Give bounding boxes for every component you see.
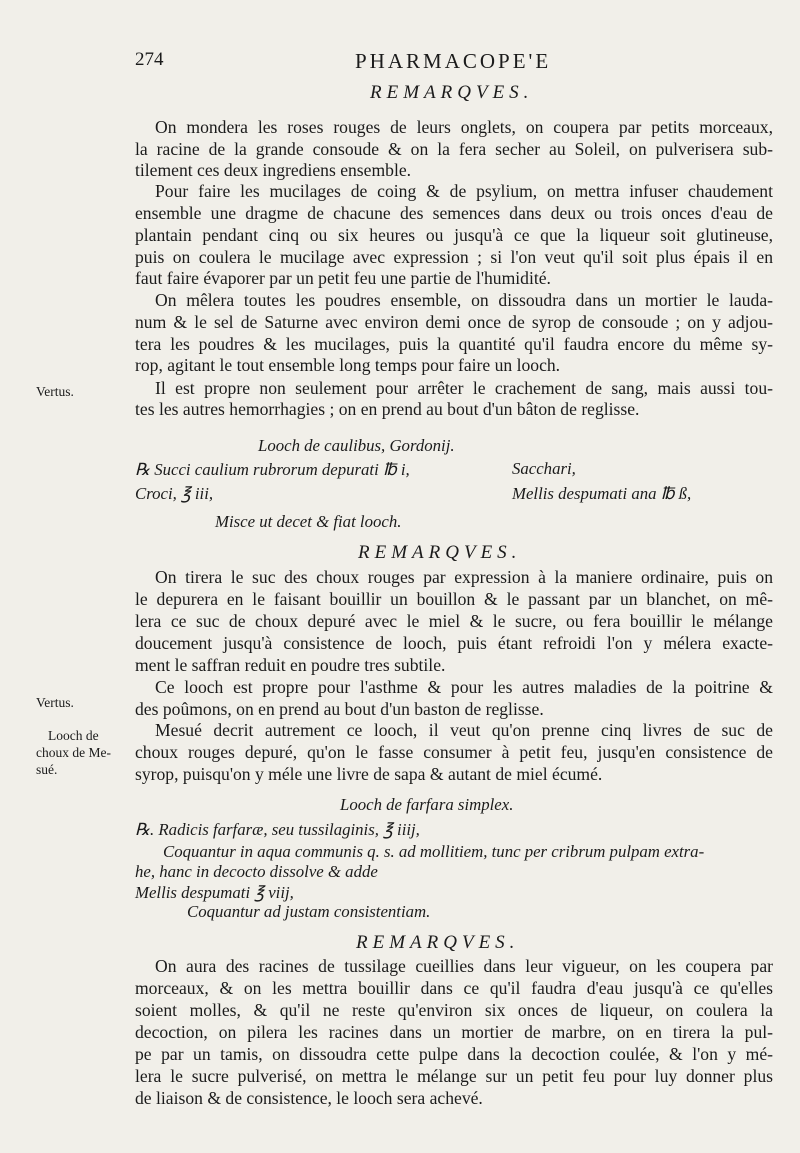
paragraph-line: des poûmons, on en prend au bout d'un baston de reglisse. [135,699,544,719]
recipe-ingredient: Sacchari, [512,459,576,478]
recipe-instruction: Coquantur ad justam consistentiam. [187,902,431,921]
recipe-ingredient: Mellis despumati ℥ viij, [135,883,294,902]
paragraph-line: On mondera les roses rouges de leurs onglets, on coupera par petits morceaux, [155,117,773,137]
margin-note-looch: sué. [36,762,58,777]
paragraph-line: choux rouges depuré, qu'on le fasse consumer à petit feu, jusqu'en consistence de [135,742,773,762]
section-heading-1: REMARQVES. [370,82,534,103]
page-number: 274 [135,49,164,70]
section-heading-3: REMARQVES. [356,932,520,953]
recipe-instruction: Coquantur in aqua communis q. s. ad mollitiem, tunc per cribrum pulpam extra- [163,842,705,861]
paragraph-line: ment le saffran reduit en poudre tres subtile. [135,655,446,675]
paragraph-line: la racine de la grande consoude & on la fera secher au Soleil, on pulverisera sub- [135,139,773,159]
recipe-title: Looch de farfara simplex. [340,795,514,814]
paragraph-line: pe par un tamis, on dissoudra cette pulpe dans la decoction coulée, & l'on y mé- [135,1044,773,1064]
paragraph-line: Il est propre non seulement pour arrêter le crachement de sang, mais aussi tou- [155,378,773,398]
recipe-instruction: Misce ut decet & fiat looch. [215,512,402,531]
margin-note-vertus: Vertus. [36,695,74,710]
paragraph-line: de liaison & de consistence, le looch sera achevé. [135,1088,483,1108]
paragraph-line: decoction, on pilera les racines dans un mortier de marbre, on en tirera la pul- [135,1022,773,1042]
recipe-ingredient: ℞. Radicis farfaræ, seu tussilaginis, ℥ iiij, [135,820,420,839]
margin-note-looch: choux de Me- [36,745,111,760]
paragraph-line: Mesué decrit autrement ce looch, il veut qu'on prenne cinq livres de suc de [155,720,773,740]
paragraph-line: plantain pendant cinq ou six heures ou jusqu'à ce que la liqueur soit glutineuse, [135,225,773,245]
paragraph-line: Pour faire les mucilages de coing & de psylium, on mettra infuser chaudement [155,181,773,201]
recipe-ingredient: Mellis despumati ana ℔ ß, [512,484,692,503]
paragraph-line: doucement jusqu'à consistence de looch, puis étant refroidi l'on y mélera exacte- [135,633,773,653]
paragraph-line: tera les poudres & les mucilages, puis la quantité qu'il faudra encore du même sy- [135,334,773,354]
paragraph-line: morceaux, & on les mettra bouillir dans ce qu'il faudra d'eau jusqu'à ce qu'elles [135,978,773,998]
paragraph-line: On aura des racines de tussilage cueillies dans leur vigueur, on les coupera par [155,956,773,976]
recipe-ingredient: Croci, ℥ iii, [135,484,214,503]
recipe-instruction: he, hanc in decocto dissolve & adde [135,862,378,881]
paragraph-line: soient molles, & qu'il ne reste qu'environ six onces de liqueur, on coulera la [135,1000,773,1020]
paragraph-line: rop, agitant le tout ensemble long temps pour faire un looch. [135,355,561,375]
paragraph-line: Ce looch est propre pour l'asthme & pour les autres maladies de la poitrine & [155,677,773,697]
paragraph-line: le depurera en le faisant bouillir un bouillon & le passant par un blanchet, on mê- [135,589,773,609]
margin-note-looch: Looch de [48,728,99,743]
paragraph-line: lera le sucre pulverisé, on mettra le mélange sur un petit feu pour luy donner plus [135,1066,773,1086]
recipe-title: Looch de caulibus, Gordonij. [258,436,455,455]
paragraph-line: tilement ces deux ingrediens ensemble. [135,160,412,180]
recipe-ingredient: ℞ Succi caulium rubrorum depurati ℔ i, [135,460,410,479]
paragraph-line: syrop, puisqu'on y méle une livre de sapa & autant de miel écumé. [135,764,603,784]
paragraph-line: lera ce suc de choux depuré avec le miel & le sucre, ou fera bouillir le mélange [135,611,773,631]
paragraph-line: puis on coulera le mucilage avec expression ; si l'on veut qu'il soit plus épais il en [135,247,773,267]
margin-note-vertus: Vertus. [36,384,74,399]
paragraph-line: tes les autres hemorrhagies ; on en prend au bout d'un bâton de reglisse. [135,399,640,419]
paragraph-line: On tirera le suc des choux rouges par expression à la maniere ordinaire, puis on [155,567,773,587]
paragraph-line: num & le sel de Saturne avec environ demi once de syrop de consoude ; on y adjou- [135,312,773,332]
paragraph-line: ensemble une dragme de chacune des semences dans deux ou trois onces d'eau de [135,203,773,223]
paragraph-line: faut faire évaporer par un petit feu une partie de l'humidité. [135,268,551,288]
section-heading-2: REMARQVES. [358,542,522,563]
paragraph-line: On mêlera toutes les poudres ensemble, on dissoudra dans un mortier le lauda- [155,290,773,310]
running-title: PHARMACOPE'E [355,49,552,73]
